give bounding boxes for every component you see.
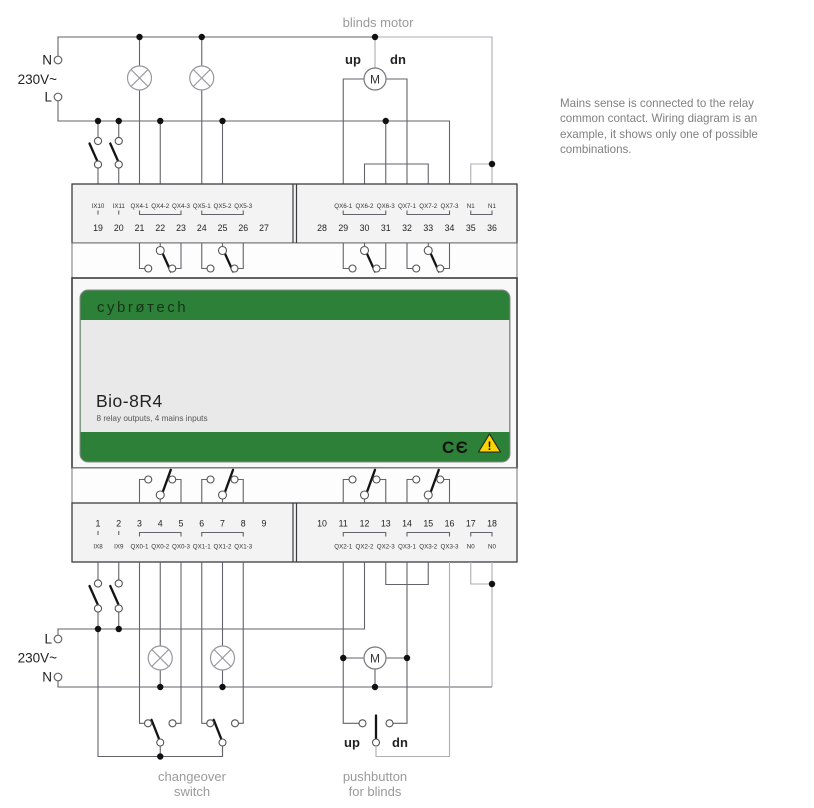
terminal-label: QX0-1 xyxy=(130,543,149,551)
top-input-switch-2 xyxy=(110,121,122,184)
terminal-label: N0 xyxy=(466,543,475,551)
terminal-label: IX8 xyxy=(93,543,103,551)
bottom-neutral-label: N xyxy=(42,669,52,685)
note-line: example, it shows only one of possible xyxy=(560,127,758,141)
bottom-motor-wires xyxy=(343,562,407,723)
terminal-number: 1 xyxy=(95,518,101,529)
terminal-label: QX3-2 xyxy=(419,543,438,551)
model-subtitle: 8 relay outputs, 4 mains inputs xyxy=(96,414,208,423)
top-neutral-label: N xyxy=(42,52,52,68)
terminal-number: 32 xyxy=(402,223,412,233)
terminal-label: QX3-1 xyxy=(398,543,416,551)
terminal-label: QX6-2 xyxy=(355,203,374,210)
bottom-line-label: L xyxy=(44,631,52,647)
pushbutton-caption-line1: pushbutton xyxy=(342,769,408,784)
motor-letter: M xyxy=(370,72,380,87)
terminal-number: 14 xyxy=(402,518,412,529)
terminal-label: IX11 xyxy=(112,203,125,210)
line-terminal-icon xyxy=(54,635,62,643)
terminal-number: 8 xyxy=(240,518,246,529)
line-terminal-icon xyxy=(54,93,62,101)
terminal-label: N0 xyxy=(488,543,496,551)
terminal-number: 13 xyxy=(380,518,391,529)
terminal-number: 3 xyxy=(137,518,142,529)
terminal-number: 2 xyxy=(116,518,122,529)
terminal-number: 21 xyxy=(134,223,145,233)
top-line-label: L xyxy=(44,89,52,105)
terminal-label: QX0-2 xyxy=(151,543,170,551)
bottom-junction-dots xyxy=(95,581,495,760)
terminal-label: QX1-1 xyxy=(192,543,211,551)
bottom-neutral-wire xyxy=(58,562,492,687)
terminal-number: 25 xyxy=(217,223,228,233)
ce-mark-icon: CЄ xyxy=(442,438,470,457)
blinds-motor-icon xyxy=(364,68,386,90)
terminal-label: IX10 xyxy=(91,203,105,210)
terminal-label: QX6-3 xyxy=(376,203,395,210)
terminal-number: 5 xyxy=(178,518,184,529)
terminal-label: QX5-3 xyxy=(234,203,253,210)
terminal-label: QX5-1 xyxy=(192,203,211,210)
blinds-motor-icon xyxy=(364,647,386,669)
dn-label: dn xyxy=(390,52,406,67)
terminal-number: 16 xyxy=(444,518,455,529)
lamp-icon xyxy=(190,66,214,90)
terminal-label: IX9 xyxy=(114,543,124,551)
terminal-label: QX3-3 xyxy=(440,543,459,551)
bottom-relay-strip xyxy=(72,468,517,503)
terminal-number: 26 xyxy=(238,223,249,233)
note-line: Mains sense is connected to the relay xyxy=(560,97,754,110)
terminal-label: QX5-2 xyxy=(213,203,232,210)
terminal-number: 15 xyxy=(423,518,434,529)
terminal-number: 9 xyxy=(261,518,267,529)
motor-letter: M xyxy=(370,651,380,666)
lamp-icon xyxy=(128,66,152,90)
terminal-number: 24 xyxy=(196,223,207,233)
terminal-label: QX2-1 xyxy=(334,543,353,551)
bottom-voltage-label: 230V~ xyxy=(17,650,57,666)
terminal-label: QX4-3 xyxy=(172,203,190,210)
terminal-number: 30 xyxy=(359,223,370,233)
lamp-icon xyxy=(211,646,235,670)
terminal-label: N1 xyxy=(466,203,475,210)
neutral-terminal-icon xyxy=(54,673,62,681)
terminal-label: QX1-2 xyxy=(213,543,232,551)
terminal-number: 31 xyxy=(380,223,391,233)
lamp-icon xyxy=(148,646,172,670)
terminal-number: 36 xyxy=(487,223,497,233)
terminal-number: 6 xyxy=(199,518,205,529)
neutral-terminal-icon xyxy=(54,56,62,64)
top-voltage-label: 230V~ xyxy=(17,72,57,87)
terminal-number: 28 xyxy=(317,223,327,233)
changeover-caption-line2: switch xyxy=(173,784,211,799)
bottom-input-switch-1 xyxy=(90,562,102,629)
terminal-label: QX1-3 xyxy=(234,543,253,551)
terminal-number: 18 xyxy=(487,518,497,529)
pushbutton-caption-line2: for blinds xyxy=(348,784,402,799)
dn-label: dn xyxy=(392,735,408,750)
note-text xyxy=(560,96,814,157)
terminal-label: QX2-2 xyxy=(355,543,374,551)
terminal-label: QX7-2 xyxy=(419,203,438,210)
terminal-number: 23 xyxy=(176,223,186,233)
note-line: common contact. Wiring diagram is an xyxy=(560,112,758,126)
bottom-terminal-block xyxy=(72,503,517,562)
top-lamp-wires xyxy=(140,37,202,184)
terminal-number: 11 xyxy=(338,518,348,529)
terminal-number: 27 xyxy=(259,223,269,233)
terminal-number: 22 xyxy=(155,223,166,233)
changeover-caption-line1: changeover xyxy=(158,769,226,784)
warning-exclamation: ! xyxy=(487,439,492,453)
terminal-label: QX2-3 xyxy=(376,543,395,551)
blinds-motor-caption: blinds motor xyxy=(342,15,414,30)
terminal-label: QX6-1 xyxy=(334,203,353,210)
terminal-number: 34 xyxy=(444,223,455,233)
terminal-number: 4 xyxy=(157,518,163,529)
cybrotech-logo: cybrøтech xyxy=(97,299,189,316)
terminal-number: 7 xyxy=(220,518,225,529)
terminal-number: 10 xyxy=(317,518,327,529)
top-input-switch-1 xyxy=(90,121,102,184)
terminal-number: 17 xyxy=(465,518,476,529)
terminal-label: QX7-3 xyxy=(440,203,459,210)
terminal-number: 29 xyxy=(338,223,349,233)
terminal-label: N1 xyxy=(488,203,496,210)
bottom-lamp-wires xyxy=(160,562,222,687)
terminal-number: 19 xyxy=(93,223,103,233)
terminal-number: 35 xyxy=(465,223,476,233)
terminal-label: QX4-1 xyxy=(130,203,149,210)
bottom-input-switch-2 xyxy=(110,562,122,629)
top-relay-strip xyxy=(72,243,517,278)
device-front-label xyxy=(80,290,510,462)
up-label: up xyxy=(345,52,361,67)
top-junction-dots xyxy=(95,34,495,167)
terminal-label: QX4-2 xyxy=(151,203,170,210)
up-label: up xyxy=(344,735,360,750)
terminal-label: QX0-3 xyxy=(172,543,190,551)
note-line: combinations. xyxy=(560,142,632,156)
terminal-number: 20 xyxy=(113,223,124,233)
terminal-number: 33 xyxy=(423,223,434,233)
model-name: Bio-8R4 xyxy=(96,391,163,411)
top-neutral-wire xyxy=(58,37,492,184)
terminal-label: QX7-1 xyxy=(398,203,416,210)
terminal-number: 12 xyxy=(359,518,370,529)
top-terminal-block xyxy=(72,184,517,243)
